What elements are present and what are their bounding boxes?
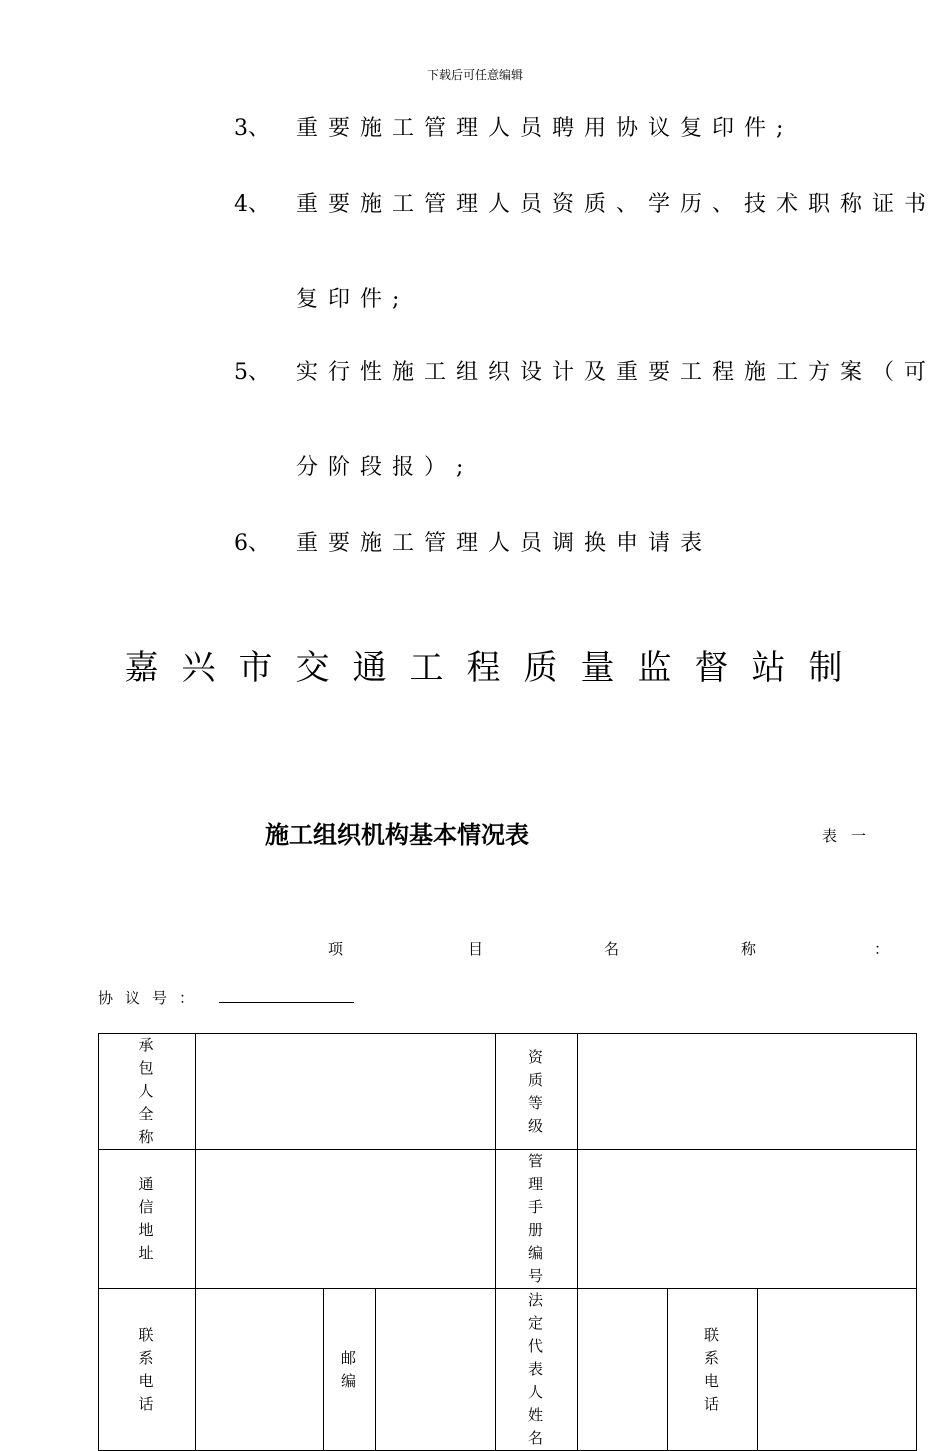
postal-code-field[interactable] — [376, 1289, 496, 1451]
list-item-text: 重要施工管理人员资质、学历、技术职称证书 — [296, 192, 937, 217]
agreement-number-label: 协议号： — [98, 989, 207, 1007]
manual-number-label: 管 理 手 册 编 号 — [528, 1152, 546, 1285]
postal-code-label-cell — [324, 1289, 376, 1451]
postal-code-label: 邮 编 — [340, 1348, 358, 1390]
list-item-text-continued: 复印件; — [296, 287, 410, 312]
qualification-grade-label: 资 质 等 级 — [528, 1047, 546, 1135]
list-item-text: 重要施工管理人员调换申请表 — [296, 531, 713, 556]
contact-phone-2-label-cell — [668, 1289, 758, 1451]
mailing-address-field[interactable] — [196, 1150, 496, 1289]
project-name-label-char: 项 — [328, 940, 344, 958]
header-note: 下载后可任意编辑 — [426, 68, 523, 82]
qualification-grade-field[interactable] — [578, 1034, 917, 1150]
organization-info-table — [98, 1033, 917, 1451]
mailing-address-label-cell — [99, 1150, 196, 1289]
contact-phone-2-label: 联 系 电 话 — [704, 1325, 722, 1413]
contractor-name-field[interactable] — [196, 1034, 496, 1150]
contractor-name-label: 承 包 人 全 称 — [138, 1036, 156, 1146]
list-item-text: 实行性施工组织设计及重要工程施工方案（可 — [296, 360, 937, 385]
issuer-title: 嘉兴市交通工程质量监督站制 — [124, 648, 866, 688]
list-item-number: 6、 — [234, 531, 270, 556]
project-name-label-char: 称 — [741, 940, 757, 958]
contact-phone-label: 联 系 电 话 — [138, 1325, 156, 1413]
contact-phone-2-field[interactable] — [758, 1289, 917, 1451]
agreement-number-field[interactable] — [219, 1002, 354, 1003]
list-item-text-continued: 分阶段报）; — [296, 455, 474, 480]
contact-phone-label-cell — [99, 1289, 196, 1451]
list-item-number: 4、 — [234, 192, 270, 217]
project-name-label-char: 目 — [468, 940, 484, 958]
mailing-address-label: 通 信 地 址 — [138, 1175, 156, 1262]
qualification-grade-label-cell — [496, 1034, 578, 1150]
table-title: 施工组织机构基本情况表 — [265, 821, 529, 849]
project-name-label-char: 名 — [604, 940, 620, 958]
legal-rep-name-label: 法 定 代 表 人 姓 名 — [528, 1291, 546, 1447]
project-name-label-char: ： — [874, 940, 890, 958]
manual-number-label-cell — [496, 1150, 578, 1289]
manual-number-field[interactable] — [578, 1150, 917, 1289]
legal-rep-name-label-cell — [496, 1289, 578, 1451]
list-item-number: 5、 — [234, 360, 270, 385]
list-item-text: 重要施工管理人员聘用协议复印件; — [296, 116, 794, 141]
contractor-name-label-cell — [99, 1034, 196, 1150]
contact-phone-field[interactable] — [196, 1289, 324, 1451]
list-item-number: 3、 — [234, 116, 270, 141]
table-number: 表一 — [822, 827, 881, 845]
legal-rep-name-field[interactable] — [578, 1289, 668, 1451]
